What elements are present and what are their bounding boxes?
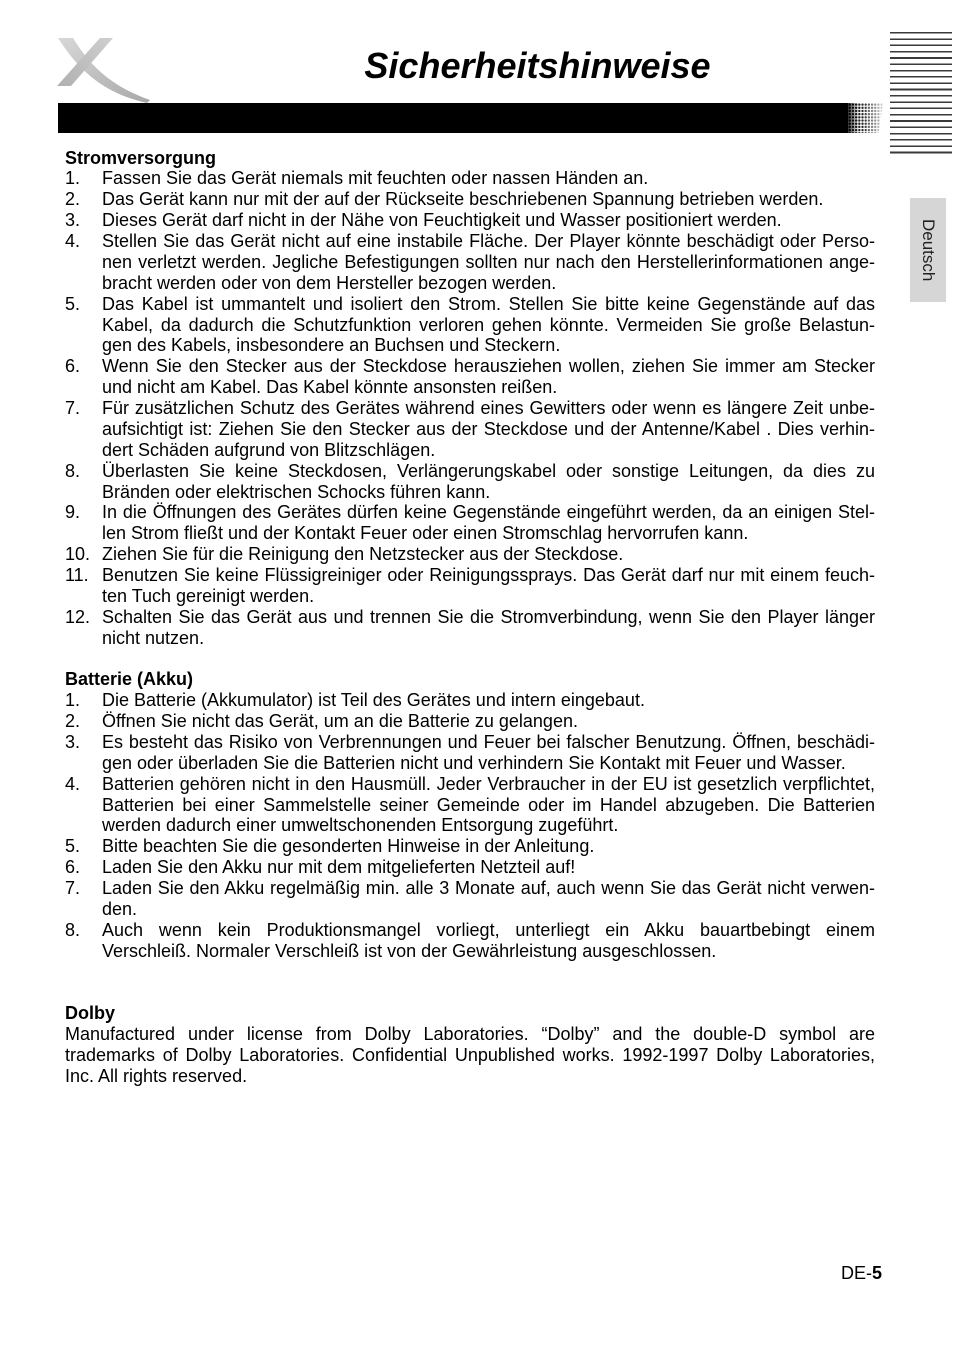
item-text	[102, 398, 875, 461]
page-number-prefix: DE-	[840, 1263, 872, 1283]
item-text	[102, 565, 875, 607]
text-line: Überlasten Sie keine Steckdosen, Verlängerungskabel oder sonstige Leitungen, da dies zu	[102, 460, 875, 481]
text-line: Öffnen Sie nicht das Gerät, um an die Batterie zu gelangen.	[102, 711, 578, 732]
text-line: werden dadurch einer umweltschonenden Entsorgung zugeführt.	[102, 815, 619, 836]
item-number: 7.	[65, 398, 81, 418]
item-text	[102, 732, 875, 774]
text-line: ten Tuch gereinigt werden.	[102, 585, 315, 606]
text-line: Dieses Gerät darf nicht in der Nähe von Feuchtigkeit und Wasser positioniert werden.	[102, 210, 782, 231]
item-text	[102, 356, 875, 398]
language-tab	[910, 198, 946, 302]
page-body	[65, 148, 875, 1087]
section-dolby	[65, 1003, 875, 1087]
text-line: trademarks of Dolby Laboratories. Confidential Unpublished works. 1992-1997 Dolby Laboratories,	[65, 1045, 875, 1066]
text-line: Laden Sie den Akku nur mit dem mitgelieferten Netzteil auf!	[102, 857, 576, 878]
item-number: 6.	[65, 857, 81, 878]
list-item	[65, 210, 875, 231]
item-number: 5.	[65, 836, 81, 857]
item-text	[102, 690, 875, 711]
item-text	[102, 294, 875, 357]
item-number: 4.	[65, 773, 81, 794]
text-line: nicht nutzen.	[102, 627, 205, 648]
item-text	[102, 711, 875, 732]
list-item	[65, 544, 875, 565]
list-item	[65, 857, 875, 878]
text-line: Auch wenn kein Produktionsmangel vorliegt, unterliegt ein Akku bauartbebingt einem	[102, 919, 875, 940]
list-item	[65, 732, 875, 774]
item-text	[102, 774, 875, 837]
text-line: Das Kabel ist ummantelt und isoliert den Strom. Stellen Sie bitte keine Gegenstände auf das	[102, 293, 875, 314]
list-item	[65, 690, 875, 711]
text-line: Benutzen Sie keine Flüssigreiniger oder Reinigungssprays. Das Gerät darf nur mit einem feuch-	[102, 565, 875, 585]
item-number: 9.	[65, 502, 81, 523]
item-number: 8.	[65, 919, 81, 940]
item-text	[102, 878, 875, 920]
list-item	[65, 461, 875, 503]
item-number: 3.	[65, 210, 81, 231]
item-number: 7.	[65, 878, 81, 899]
list-item	[65, 356, 875, 398]
text-line: Laden Sie den Akku regelmäßig min. alle 3 Monate auf, auch wenn Sie das Gerät nicht verwen-	[102, 878, 875, 899]
text-line: Schalten Sie das Gerät aus und trennen Sie die Stromverbindung, wenn Sie den Player länger	[102, 606, 875, 627]
list-item	[65, 189, 875, 210]
text-line: Ziehen Sie für die Reinigung den Netzstecker aus der Steckdose.	[102, 544, 624, 565]
item-text	[102, 461, 875, 503]
text-line: Es besteht das Risiko von Verbrennungen und Feuer bei falscher Benutzung. Öffnen, beschädi-	[102, 731, 875, 752]
text-line: Verschleiß. Normaler Verschleiß ist von der Gewährleistung ausgeschlossen.	[102, 940, 717, 961]
list-item	[65, 774, 875, 837]
text-line: Manufactured under license from Dolby Laboratories. “Dolby” and the double-D symbol are	[65, 1024, 875, 1045]
item-text	[102, 920, 875, 962]
list-item	[65, 565, 875, 607]
item-number: 11.	[65, 565, 89, 585]
dolby-notice	[65, 1024, 875, 1087]
list-item	[65, 836, 875, 857]
x-brand-logo-icon	[50, 33, 160, 108]
text-line: len Strom fließt und der Kontakt Feuer oder einen Stromschlag hervorrufen kann.	[102, 523, 749, 544]
item-number: 4.	[65, 231, 81, 251]
text-line: Wenn Sie den Stecker aus der Steckdose herausziehen wollen, ziehen Sie immer am Stecker	[102, 356, 875, 377]
item-text	[102, 189, 875, 210]
text-line: Bränden oder elektrischen Schocks führen kann.	[102, 481, 491, 502]
text-line: Bitte beachten Sie die gesonderten Hinweise in der Anleitung.	[102, 836, 595, 857]
corner-stripes	[890, 32, 952, 158]
list-item	[65, 294, 875, 357]
section-heading: Stromversorgung	[65, 147, 217, 168]
item-number: 6.	[65, 356, 81, 377]
text-line: aufsichtigt ist: Ziehen Sie den Stecker aus der Steckdose und der Antenne/Kabel . Dies verhin-	[102, 418, 875, 439]
item-number: 2.	[65, 711, 81, 732]
item-text	[102, 502, 875, 544]
text-line: Kabel, da dadurch die Schutzfunktion verloren gehen könnte. Vermeiden Sie große Belastun-	[102, 314, 875, 335]
item-number: 2.	[65, 189, 81, 210]
item-text	[102, 836, 875, 857]
text-line: Batterien bei einer Sammelstelle seiner Gemeinde oder im Handel abzugeben. Die Batterien	[102, 794, 875, 815]
item-text	[102, 607, 875, 649]
item-text	[102, 231, 875, 294]
header-bar	[58, 103, 848, 133]
list-item	[65, 878, 875, 920]
text-line: Für zusätzlichen Schutz des Gerätes während eines Gewitters oder wenn es längere Zeit unbe-	[102, 398, 875, 418]
list-item	[65, 711, 875, 732]
item-number: 1.	[65, 690, 81, 711]
list-item	[65, 231, 875, 294]
list-item	[65, 502, 875, 544]
text-line: gen des Kabels, insbesondere an Buchsen und Steckern.	[102, 335, 561, 356]
item-number: 10.	[65, 544, 91, 565]
item-number: 12.	[65, 606, 91, 627]
list-item	[65, 168, 875, 189]
section-batterie	[65, 669, 875, 961]
text-line: Das Gerät kann nur mit der auf der Rückseite beschriebenen Spannung betrieben werden.	[102, 189, 824, 210]
text-line: Die Batterie (Akkumulator) ist Teil des Gerätes und intern eingebaut.	[102, 690, 645, 711]
text-line: Batterien gehören nicht in den Hausmüll. Jeder Verbraucher in der EU ist gesetzlich verpflichtet,	[102, 773, 875, 794]
item-text	[102, 857, 875, 878]
list-item	[65, 920, 875, 962]
language-tab-label: Deutsch	[919, 218, 938, 282]
text-line: Inc. All rights reserved.	[65, 1065, 248, 1086]
text-line: Stellen Sie das Gerät nicht auf eine instabile Fläche. Der Player könnte beschädigt oder Perso-	[102, 231, 875, 251]
header-bar-halftone	[845, 103, 883, 133]
text-line: und nicht am Kabel. Das Kabel könnte ansonsten reißen.	[102, 377, 558, 398]
page-number	[841, 1263, 882, 1283]
text-line: In die Öffnungen des Gerätes dürfen keine Gegenstände eingeführt werden, da an einigen Stel-	[102, 502, 875, 523]
text-line: nen verletzt werden. Jegliche Befestigungen sollten nur nach den Herstellerinformationen ange-	[102, 251, 875, 272]
page-number-value: 5	[871, 1263, 882, 1283]
item-text	[102, 544, 875, 565]
item-number: 5.	[65, 293, 81, 314]
item-number: 1.	[65, 168, 81, 189]
item-number: 8.	[65, 460, 81, 481]
item-text	[102, 168, 875, 189]
item-number: 3.	[65, 731, 81, 752]
page-title: Sicherheitshinweise	[364, 45, 711, 86]
list-item	[65, 607, 875, 649]
section-heading: Dolby	[65, 1003, 116, 1024]
text-line: den.	[102, 898, 138, 919]
list-item	[65, 398, 875, 461]
section-stromversorgung	[65, 148, 875, 649]
item-text	[102, 210, 875, 231]
text-line: Fassen Sie das Gerät niemals mit feuchten oder nassen Händen an.	[102, 168, 649, 189]
section-heading: Batterie (Akku)	[65, 669, 194, 690]
text-line: gen oder überladen Sie die Batterien nicht und verhindern Sie Kontakt mit Feuer und Wasser.	[102, 752, 846, 773]
text-line: bracht werden oder von dem Hersteller bezogen werden.	[102, 272, 557, 293]
text-line: dert Schäden aufgrund von Blitzschlägen.	[102, 439, 436, 460]
